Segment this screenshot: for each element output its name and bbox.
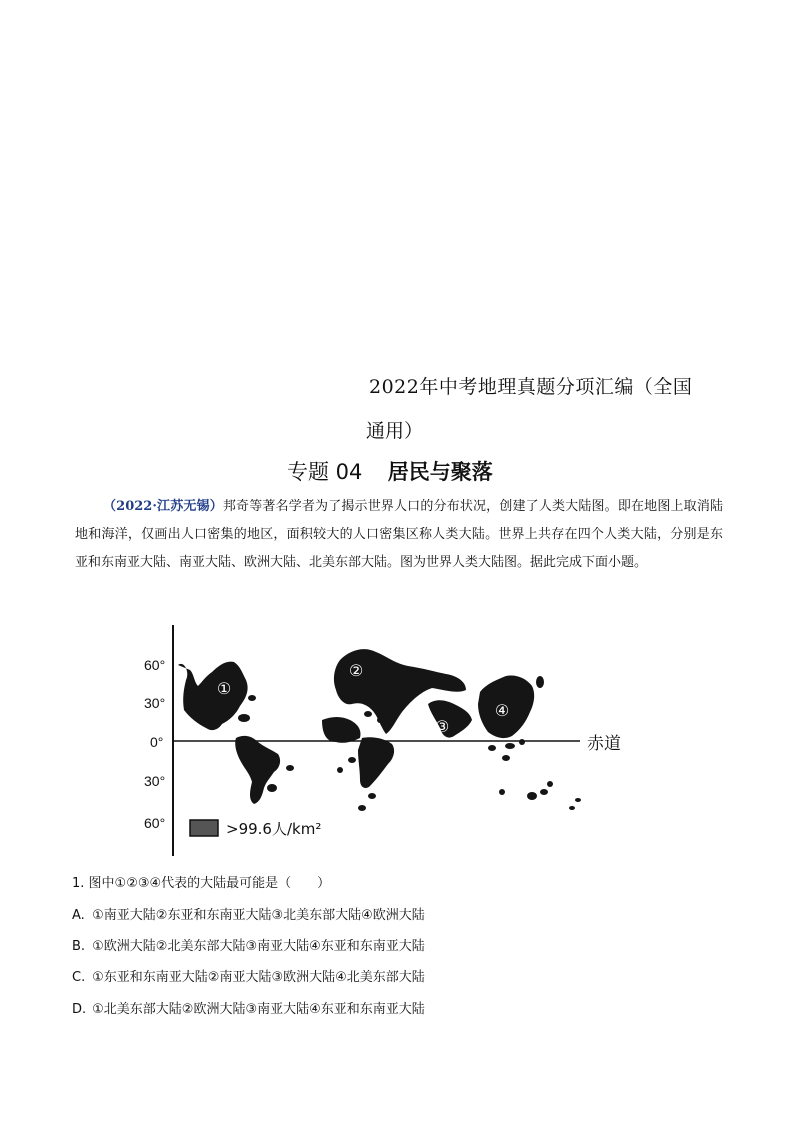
lat-label-0: 0° <box>150 734 164 750</box>
option-b-text: ①欧洲大陆②北美东部大陆③南亚大陆④东亚和东南亚大陆 <box>92 939 425 954</box>
legend-swatch <box>190 820 218 836</box>
option-a-text: ①南亚大陆②东亚和东南亚大陆③北美东部大陆④欧洲大陆 <box>92 908 425 923</box>
option-b[interactable] <box>72 935 425 954</box>
passage-text: 邦奇等著名学者为了揭示世界人口的分布状况，创建了人类大陆图。即在地图上取消陆地和海洋，仅画出人口密集的地区，面积较大的人口密集区称人类大陆。世界上共存在四个人类大陆，分别是东亚和东南亚大陆、南亚大陆、欧洲大陆、北美东部大陆。图为世界人类大陆图。据此完成下面小题。 <box>75 499 723 570</box>
section-heading <box>287 456 493 486</box>
marker-2: ② <box>348 661 364 680</box>
lat-label-60n: 60° <box>144 657 166 673</box>
option-c-letter: C. <box>72 970 86 985</box>
option-b-letter: B. <box>72 939 86 954</box>
section-title: 居民与聚落 <box>387 460 493 484</box>
section-number: 专题 04 <box>287 460 363 484</box>
region-east-asia <box>478 675 544 761</box>
equator-label: 赤道 <box>587 734 621 754</box>
marker-3: ③ <box>434 717 450 736</box>
document-title-line2: 通用） <box>366 420 424 442</box>
option-c-text: ①东亚和东南亚大陆②南亚大陆③欧洲大陆④北美东部大陆 <box>92 970 425 985</box>
lat-label-30s: 30° <box>144 773 166 789</box>
legend-label: >99.6人/km² <box>226 820 322 838</box>
passage-source: （2022·江苏无锡） <box>103 499 223 514</box>
option-d-text: ①北美东部大陆②欧洲大陆③南亚大陆④东亚和东南亚大陆 <box>92 1002 425 1017</box>
region-oceania <box>499 781 581 810</box>
region-south-america <box>235 736 294 804</box>
question-stem: 1. 图中①②③④代表的大陆最可能是（ ） <box>72 876 331 891</box>
option-d-letter: D. <box>72 1002 87 1017</box>
marker-1: ① <box>216 679 232 698</box>
lat-label-60s: 60° <box>144 815 166 831</box>
option-c[interactable] <box>72 966 425 985</box>
option-a[interactable] <box>72 904 425 923</box>
lat-label-30n: 30° <box>144 695 166 711</box>
marker-4: ④ <box>494 701 510 720</box>
human-continents-map <box>140 620 640 860</box>
document-title-line1: 2022年中考地理真题分项汇编（全国 <box>369 376 693 398</box>
option-a-letter: A. <box>72 908 85 923</box>
question-passage <box>75 493 723 577</box>
option-d[interactable] <box>72 998 425 1017</box>
